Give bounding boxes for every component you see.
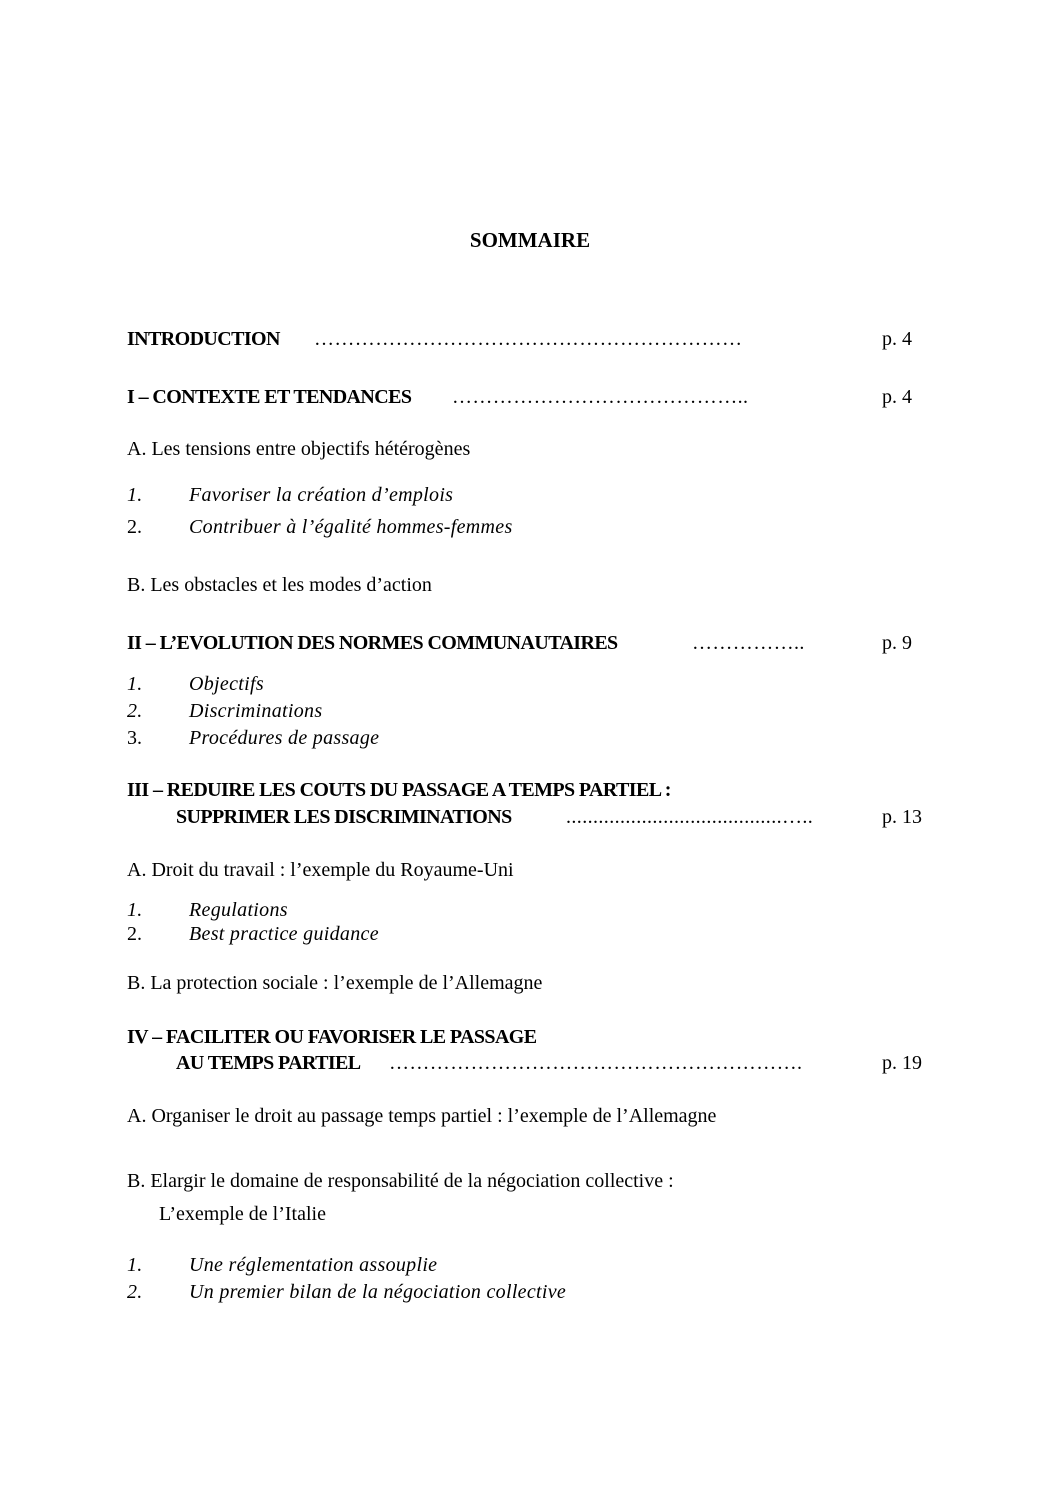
toc-part1-dots: ……………………………………..	[452, 386, 749, 408]
toc-part1-section-b: B. Les obstacles et les modes d’action	[127, 574, 432, 596]
toc-part3-item-text: Best practice guidance	[189, 923, 379, 945]
toc-part2-dots: ……………..	[692, 632, 805, 654]
page-title: SOMMAIRE	[469, 228, 591, 252]
toc-part2-item-text: Discriminations	[189, 700, 323, 722]
toc-part4-item-num: 1.	[127, 1254, 143, 1276]
toc-part4-item-num: 2.	[127, 1281, 143, 1303]
toc-part2-item-num: 2.	[127, 700, 143, 722]
toc-part2-item-text: Procédures de passage	[189, 727, 380, 749]
toc-part2-item-num: 1.	[127, 673, 143, 695]
toc-part4-page: p. 19	[882, 1052, 922, 1074]
toc-intro-label: INTRODUCTION	[127, 328, 280, 350]
toc-part4-item-text: Un premier bilan de la négociation collective	[189, 1281, 567, 1303]
toc-part3-item-text: Regulations	[189, 899, 288, 921]
toc-part4-label-line1: IV – FACILITER OU FAVORISER LE PASSAGE	[127, 1026, 537, 1048]
toc-part4-label-line2: AU TEMPS PARTIEL	[176, 1052, 361, 1074]
toc-part1-item-text: Contribuer à l’égalité hommes-femmes	[189, 516, 513, 538]
toc-part3-label-line2: SUPPRIMER LES DISCRIMINATIONS	[176, 806, 512, 828]
toc-part3-label-line1: III – REDUIRE LES COUTS DU PASSAGE A TEMPS PARTIEL :	[127, 779, 671, 801]
toc-part3-section-a: A. Droit du travail : l’exemple du Royaume-Uni	[127, 859, 514, 881]
toc-part3-item-num: 1.	[127, 899, 143, 921]
toc-part1-label: I – CONTEXTE ET TENDANCES	[127, 386, 412, 408]
toc-part4-section-a: A. Organiser le droit au passage temps partiel : l’exemple de l’Allemagne	[127, 1105, 717, 1127]
toc-part1-item-num: 1.	[127, 484, 143, 506]
toc-part1-item-text: Favoriser la création d’emplois	[189, 484, 454, 506]
toc-part2-item-num: 3.	[127, 727, 142, 749]
toc-part3-item-num: 2.	[127, 923, 142, 945]
toc-part4-section-b-line2: L’exemple de l’Italie	[159, 1203, 326, 1225]
toc-part3-page: p. 13	[882, 806, 922, 828]
toc-part1-section-a: A. Les tensions entre objectifs hétérogènes	[127, 438, 471, 460]
toc-part4-item-text: Une réglementation assouplie	[189, 1254, 438, 1276]
toc-part4-dots: …………………………………………………….	[389, 1052, 803, 1074]
toc-part2-label: II – L’EVOLUTION DES NORMES COMMUNAUTAIRES	[127, 632, 618, 654]
toc-part1-item-num: 2.	[127, 516, 142, 538]
toc-part3-dots: ........................................…..	[566, 806, 814, 828]
toc-intro-dots: ………………………………………………………	[314, 328, 743, 350]
toc-part4-section-b-line1: B. Elargir le domaine de responsabilité de la négociation collective :	[127, 1170, 674, 1192]
toc-intro-page: p. 4	[882, 328, 912, 350]
toc-part3-section-b: B. La protection sociale : l’exemple de l’Allemagne	[127, 972, 543, 994]
toc-part2-page: p. 9	[882, 632, 912, 654]
toc-part2-item-text: Objectifs	[189, 673, 264, 695]
toc-part1-page: p. 4	[882, 386, 912, 408]
